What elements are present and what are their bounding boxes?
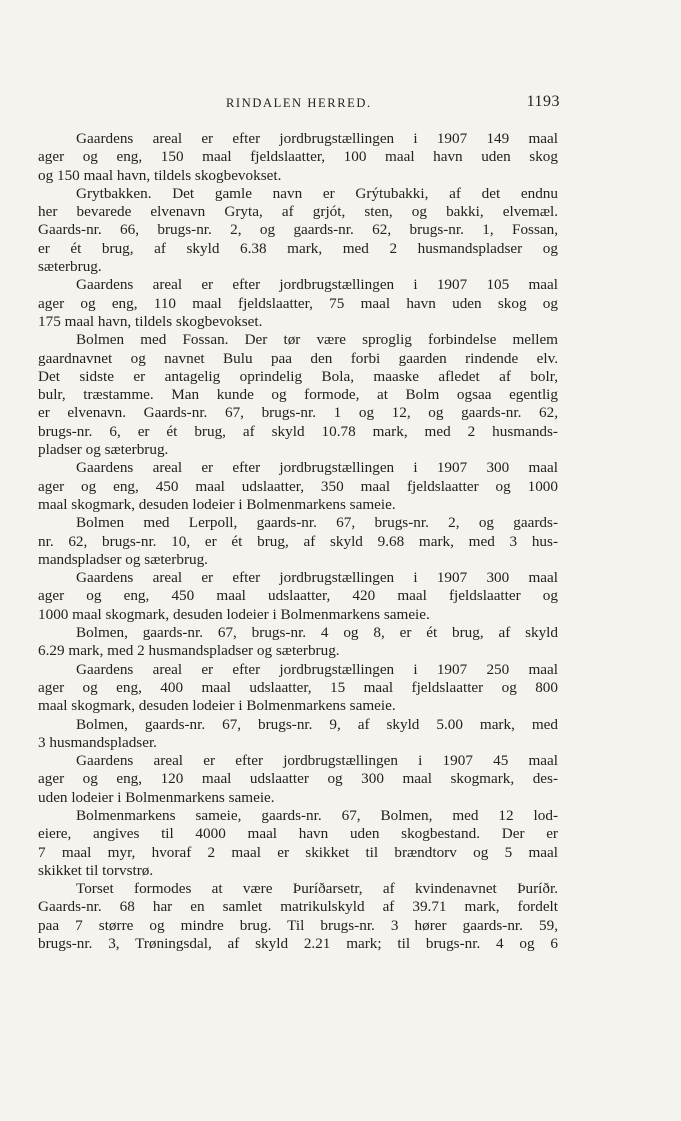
text-line: uden lodeier i Bolmenmarkens sameie. [38, 788, 275, 806]
text-line: Bolmen med Lerpoll, gaards-nr. 67, brugs-nr. 2, og gaards- [76, 514, 558, 532]
text-line: brugs-nr. 3, Trøningsdal, af skyld 2.21 mark; til brugs-nr. 4 og 6 [38, 935, 558, 953]
text-line: maal skogmark, desuden lodeier i Bolmenmarkens sameie. [38, 697, 396, 715]
text-line: 6.29 mark, med 2 husmandspladser og sæterbrug. [38, 642, 340, 660]
text-line: Gaards-nr. 66, brugs-nr. 2, og gaards-nr. 62, brugs-nr. 1, Fossan, [38, 221, 558, 239]
text-line: bulr, træstamme. Man kunde og formode, at Bolm ogsaa egentlig [38, 386, 558, 404]
text-line: ager og eng, 400 maal udslaatter, 15 maal fjeldslaatter og 800 [38, 678, 558, 696]
text-line: Bolmen med Fossan. Der tør være sproglig forbindelse mellem [76, 331, 558, 349]
text-line: ager og eng, 450 maal udslaatter, 350 maal fjeldslaatter og 1000 [38, 477, 558, 495]
text-line: Bolmenmarkens sameie, gaards-nr. 67, Bolmen, med 12 lod- [76, 806, 558, 824]
text-line: 7 maal myr, hvoraf 2 maal er skikket til brændtorv og 5 maal [38, 843, 558, 861]
header-title: RINDALEN HERRED. [226, 96, 372, 110]
text-line: Gaards-nr. 68 har en samlet matrikulskyld af 39.71 mark, fordelt [38, 898, 558, 916]
text-line: ager og eng, 110 maal fjeldslaatter, 75 maal havn uden skog og [38, 294, 558, 312]
text-line: 1000 maal skogmark, desuden lodeier i Bolmenmarkens sameie. [38, 605, 430, 623]
text-line: mandspladser og sæterbrug. [38, 550, 208, 568]
text-line: Gaardens areal er efter jordbrugstællingen i 1907 105 maal [76, 276, 558, 294]
text-line: her bevarede elvenavn Gryta, af grjót, sten, og bakki, elvemæl. [38, 203, 558, 221]
text-line: Det sidste er antagelig oprindelig Bola, maaske afledet af bolr, [38, 367, 558, 385]
text-line: er elvenavn. Gaards-nr. 67, brugs-nr. 1 og 12, og gaards-nr. 62, [38, 404, 558, 422]
text-line: og 150 maal havn, tildels skogbevokset. [38, 166, 282, 184]
text-line: er ét brug, af skyld 6.38 mark, med 2 husmandspladser og [38, 239, 558, 257]
text-line: Bolmen, gaards-nr. 67, brugs-nr. 9, af skyld 5.00 mark, med [76, 715, 558, 733]
text-line: 175 maal havn, tildels skogbevokset. [38, 312, 263, 330]
text-line: Gaardens areal er efter jordbrugstællingen i 1907 300 maal [76, 569, 558, 587]
text-line: 3 husmandspladser. [38, 733, 157, 751]
text-line: maal skogmark, desuden lodeier i Bolmenmarkens sameie. [38, 495, 396, 513]
text-line: Bolmen, gaards-nr. 67, brugs-nr. 4 og 8, er ét brug, af skyld [76, 624, 558, 642]
text-line: Gaardens areal er efter jordbrugstællingen i 1907 300 maal [76, 459, 558, 477]
text-line: skikket til torvstrø. [38, 861, 154, 879]
text-line: nr. 62, brugs-nr. 10, er ét brug, af skyld 9.68 mark, med 3 hus- [38, 532, 558, 550]
text-line: Gaardens areal er efter jordbrugstællingen i 1907 45 maal [76, 752, 558, 770]
text-line: pladser og sæterbrug. [38, 441, 169, 459]
text-line: paa 7 større og mindre brug. Til brugs-nr. 3 hører gaards-nr. 59, [38, 916, 558, 934]
text-line: ager og eng, 450 maal udslaatter, 420 maal fjeldslaatter og [38, 587, 558, 605]
page-number: 1193 [526, 93, 560, 110]
text-line: Grytbakken. Det gamle navn er Grýtubakki, af det endnu [76, 184, 558, 202]
text-line: eiere, angives til 4000 maal havn uden skogbestand. Der er [38, 825, 558, 843]
text-line: Gaardens areal er efter jordbrugstællingen i 1907 250 maal [76, 660, 558, 678]
text-line: ager og eng, 120 maal udslaatter og 300 maal skogmark, des- [38, 770, 558, 788]
running-header [0, 93, 681, 118]
text-line: Torset formodes at være Þuríðarsetr, af kvindenavnet Þuríðr. [76, 880, 558, 898]
text-line: ager og eng, 150 maal fjeldslaatter, 100 maal havn uden skog [38, 148, 558, 166]
text-line: Gaardens areal er efter jordbrugstællingen i 1907 149 maal [76, 130, 558, 147]
body-text [38, 130, 558, 953]
text-line: brugs-nr. 6, er ét brug, af skyld 10.78 mark, med 2 husmands- [38, 422, 558, 440]
text-line: sæterbrug. [38, 258, 102, 276]
text-line: gaardnavnet og navnet Bulu paa den forbi gaarden rindende elv. [38, 349, 558, 367]
